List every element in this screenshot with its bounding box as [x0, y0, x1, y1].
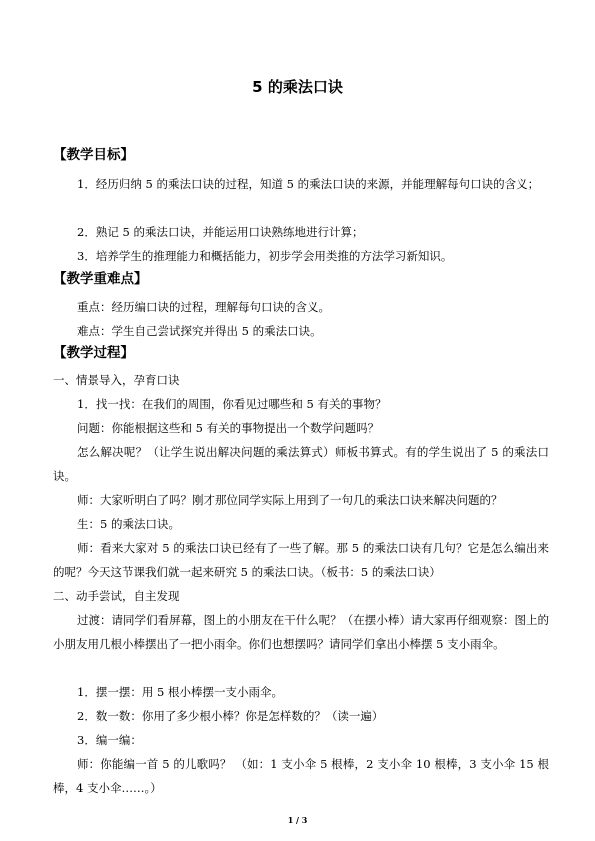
- process-paragraph: 1．摆一摆：用 5 根小棒摆一支小雨伞。: [77, 685, 283, 699]
- page-number: 1 / 3: [287, 815, 308, 825]
- goal-item-2: 2．熟记 5 的乘法口诀，并能运用口诀熟练地进行计算；: [77, 225, 364, 239]
- process-paragraph: 问题：你能根据这些和 5 有关的事物提出一个数学问题吗？: [77, 421, 380, 435]
- process-paragraph: 1．找一找：在我们的周围，你看见过哪些和 5 有关的事物？: [77, 397, 387, 411]
- section-heading-process: 【教学过程】: [53, 345, 134, 361]
- process-paragraph: 师：看来大家对 5 的乘法口诀已经有了一些了解。那 5 的乘法口诀有几句？它是怎么编出来的呢？今天这节课我们就一起来研究 5 的乘法口诀。（板书：5 的乘法口诀）: [53, 541, 549, 579]
- goal-item-1: 1．经历归纳 5 的乘法口诀的过程，知道 5 的乘法口诀的来源，并能理解每句口诀的含义；: [77, 177, 540, 191]
- process-paragraph: 2．数一数：你用了多少根小棒？你是怎样数的？（读一遍）: [77, 709, 384, 723]
- keypoint-difficult: 难点：学生自己尝试探究并得出 5 的乘法口诀。: [77, 324, 322, 338]
- section-heading-goals: 【教学目标】: [53, 147, 134, 163]
- page-title: 5 的乘法口诀: [252, 78, 343, 96]
- process-paragraph: 怎么解决呢？（让学生说出解决问题的乘法算式）师板书算式。有的学生说出了 5 的乘法口诀。: [53, 445, 549, 483]
- process-part1-heading: 一、情景导入，孕育口诀: [53, 373, 180, 387]
- process-paragraph: 师：大家听明白了吗？刚才那位同学实际上用到了一句几的乘法口诀来解决问题的？: [77, 493, 503, 507]
- goal-item-3: 3．培养学生的推理能力和概括能力，初步学会用类推的方法学习新知识。: [77, 249, 453, 263]
- section-heading-keypoints: 【教学重难点】: [53, 271, 148, 287]
- keypoint-main: 重点：经历编口诀的过程，理解每句口诀的含义。: [77, 300, 330, 314]
- process-paragraph: 师：你能编一首 5 的儿歌吗？ （如：1 支小伞 5 根棒，2 支小伞 10 根棒，3 支小伞 15 根棒，4 支小伞……。）: [53, 757, 549, 795]
- process-part2-heading: 二、动手尝试，自主发现: [53, 589, 180, 603]
- process-paragraph: 过渡：请同学们看屏幕，图上的小朋友在干什么呢？（在摆小棒）请大家再仔细观察：图上的小朋友用几根小棒摆出了一把小雨伞。你们也想摆吗？请同学们拿出小棒摆 5 支小雨伞。: [53, 613, 549, 651]
- process-paragraph: 3．编一编：: [77, 733, 142, 747]
- process-paragraph: 生：5 的乘法口诀。: [77, 517, 180, 531]
